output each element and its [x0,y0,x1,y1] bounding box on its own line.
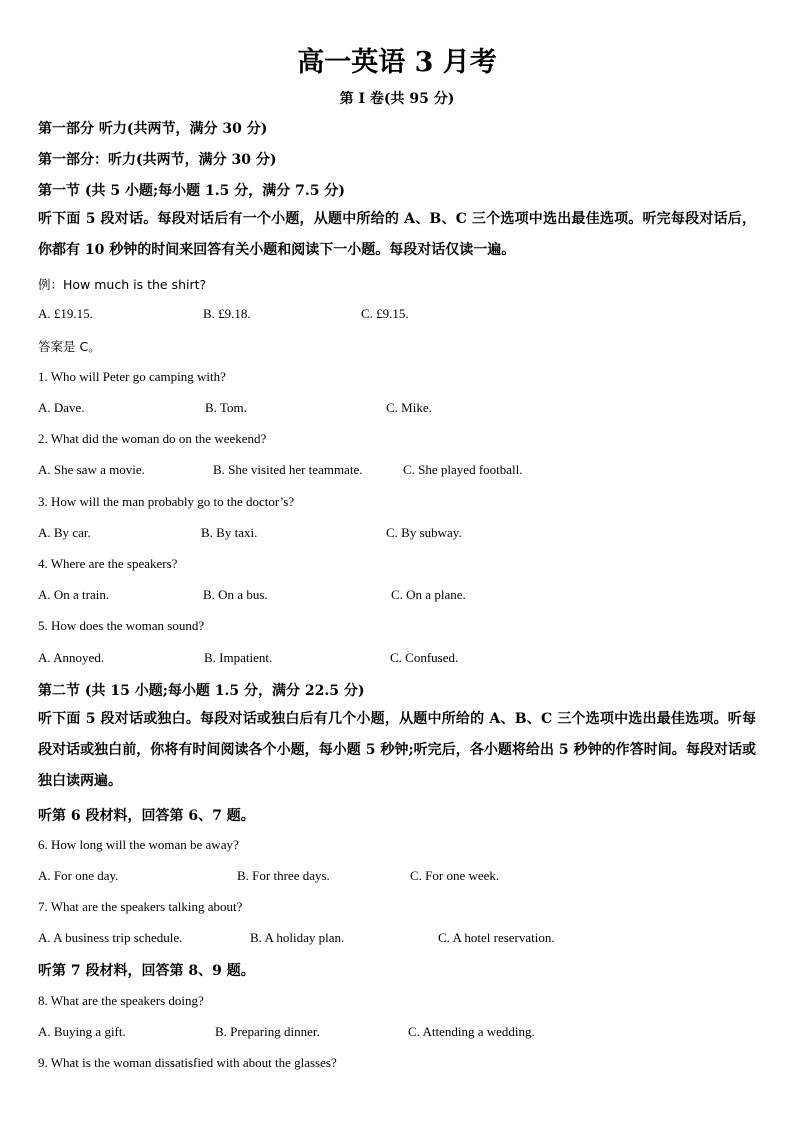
section1-instructions: 听下面 5 段对话。每段对话后有一个小题，从题中所给的 A、B、C 三个选项中选出最佳选项。听完每段对话后，你都有 10 秒钟的时间来回答有关小题和阅读下一小题。每段对话仅读一遍。 [38,211,756,258]
question-4-option-c: C. On a plane. [391,587,466,602]
question-4: 4. Where are the speakers? [38,556,178,571]
question-2: 2. What did the woman do on the weekend? [38,431,267,446]
material-7-heading: 听第 7 段材料，回答第 8、9 题。 [38,963,255,979]
question-8-option-c: C. Attending a wedding. [408,1024,535,1039]
question-6-option-a: A. For one day. [38,868,119,883]
question-1-option-a: A. Dave. [38,400,85,415]
question-2-option-c: C. She played football. [403,462,523,477]
page-subtitle: 第 I 卷(共 95 分) [339,91,455,107]
question-8-option-b: B. Preparing dinner. [215,1024,320,1039]
example-option-b: B. £9.18. [203,306,251,321]
section1-heading: 第一节 (共 5 小题;每小题 1.5 分，满分 7.5 分) [38,183,345,199]
question-1: 1. Who will Peter go camping with? [38,369,226,384]
question-3-option-a: A. By car. [38,525,91,540]
question-8: 8. What are the speakers doing? [38,993,204,1008]
question-8-option-a: A. Buying a gift. [38,1024,126,1039]
question-2-option-b: B. She visited her teammate. [213,462,363,477]
question-5-option-a: A. Annoyed. [38,650,105,665]
question-2-option-a: A. She saw a movie. [38,462,145,477]
question-1-option-b: B. Tom. [205,400,247,415]
example-question: 例：How much is the shirt? [38,277,207,292]
question-4-option-b: B. On a bus. [203,587,268,602]
question-5: 5. How does the woman sound? [38,618,205,633]
material-6-heading: 听第 6 段材料，回答第 6、7 题。 [38,808,255,824]
part1-heading: 第一部分 听力(共两节，满分 30 分) [38,121,268,137]
question-6-option-b: B. For three days. [237,868,330,883]
section2-instructions: 听下面 5 段对话或独白。每段对话或独白后有几个小题，从题中所给的 A、B、C 三个选项中选出最佳选项。听每段对话或独白前，你将有时间阅读各个小题，每小题 5 秒钟;听完后，各小题将给出 5 秒钟的作答时间。每段对话或独白读两遍。 [38,711,756,789]
question-6: 6. How long will the woman be away? [38,837,239,852]
example-answer: 答案是 C。 [38,339,101,354]
question-5-option-b: B. Impatient. [204,650,273,665]
question-9: 9. What is the woman dissatisfied with about the glasses? [38,1055,337,1070]
example-option-a: A. £19.15. [38,306,93,321]
example-option-c: C. £9.15. [361,306,409,321]
question-7-option-a: A. A business trip schedule. [38,930,183,945]
page-title: 高一英语 3 月考 [297,47,497,78]
question-3-option-b: B. By taxi. [201,525,258,540]
question-5-option-c: C. Confused. [390,650,459,665]
question-1-option-c: C. Mike. [386,400,432,415]
question-7: 7. What are the speakers talking about? [38,899,243,914]
section2-heading: 第二节 (共 15 小题;每小题 1.5 分，满分 22.5 分) [38,683,365,699]
question-7-option-c: C. A hotel reservation. [438,930,555,945]
question-3: 3. How will the man probably go to the doctor’s? [38,494,295,509]
part1-heading-repeat: 第一部分：听力(共两节，满分 30 分) [38,152,277,168]
question-3-option-c: C. By subway. [386,525,462,540]
question-7-option-b: B. A holiday plan. [250,930,345,945]
question-6-option-c: C. For one week. [410,868,500,883]
question-4-option-a: A. On a train. [38,587,110,602]
